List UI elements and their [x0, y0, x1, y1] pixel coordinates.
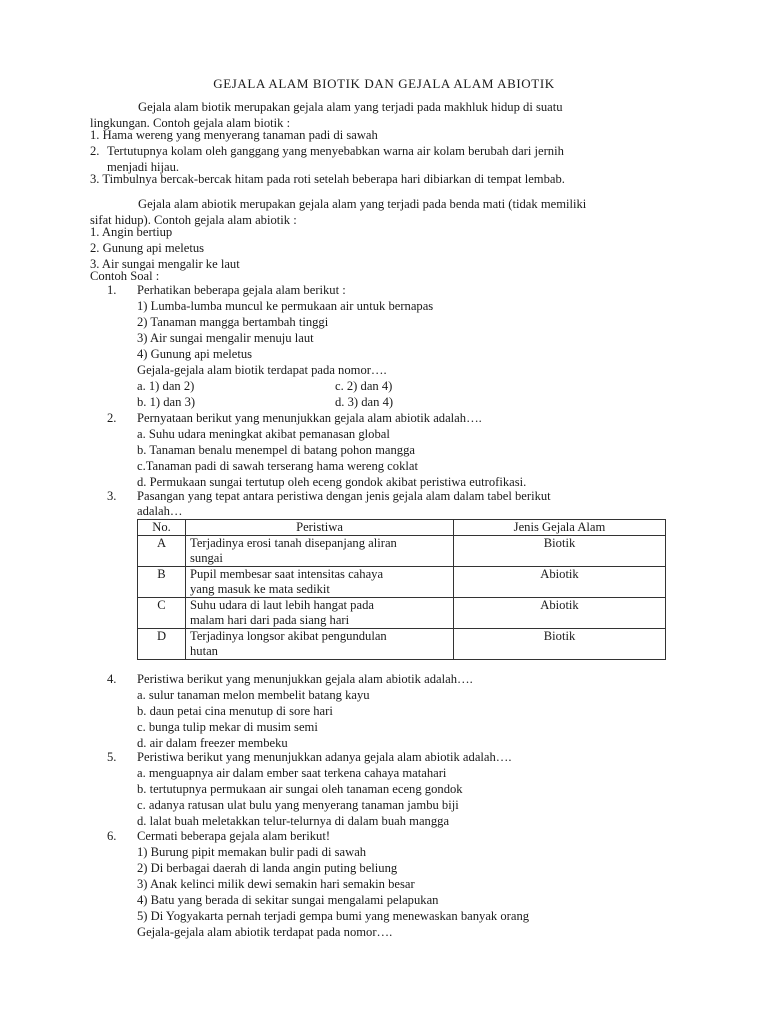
answer-option: b. tertutupnya permukaan air sungai oleh tanaman eceng gondok: [137, 782, 463, 796]
question-stem: Cermati beberapa gejala alam berikut!: [137, 829, 331, 843]
answer-option: d. air dalam freezer membeku: [137, 736, 288, 750]
abiotik-intro-line1: Gejala alam abiotik merupakan gejala alam yang terjadi pada benda mati (tidak memiliki: [138, 197, 587, 211]
question-number: 2.: [107, 411, 117, 425]
question-list-item: 1) Lumba-lumba muncul ke permukaan air untuk bernapas: [137, 299, 434, 313]
table-cell-peristiwa: Suhu udara di laut lebih hangat pada malam hari dari pada siang hari: [186, 598, 454, 629]
biotik-item: 3. Timbulnya bercak-bercak hitam pada roti setelah beberapa hari dibiarkan di tempat lembab.: [90, 172, 565, 186]
answer-option: a. sulur tanaman melon membelit batang kayu: [137, 688, 370, 702]
biotik-item: 1. Hama wereng yang menyerang tanaman padi di sawah: [90, 128, 378, 142]
table-row: [138, 567, 666, 598]
table-header: No.: [138, 520, 186, 536]
answer-option: c. adanya ratusan ulat bulu yang menyerang tanaman jambu biji: [137, 798, 459, 812]
question-list-item: 4) Gunung api meletus: [137, 347, 253, 361]
question-number: 4.: [107, 672, 117, 686]
table-header: Peristiwa: [186, 520, 454, 536]
question-stem: Pasangan yang tepat antara peristiwa dengan jenis gejala alam dalam tabel berikut: [137, 489, 551, 503]
answer-option: c. bunga tulip mekar di musim semi: [137, 720, 318, 734]
table-row: [138, 536, 666, 567]
abiotik-item: 1. Angin bertiup: [90, 225, 173, 239]
peristiwa-table: [137, 519, 666, 660]
question-list-item: 2) Tanaman mangga bertambah tinggi: [137, 315, 329, 329]
question-number: 5.: [107, 750, 117, 764]
biotik-intro-line1: Gejala alam biotik merupakan gejala alam yang terjadi pada makhluk hidup di suatu: [138, 100, 563, 114]
abiotik-intro-line2: sifat hidup). Contoh gejala alam abiotik :: [90, 213, 297, 227]
question-list-item: 1) Burung pipit memakan bulir padi di sawah: [137, 845, 367, 859]
table-cell-jenis: Abiotik: [454, 567, 666, 598]
question-list-item: 2) Di berbagai daerah di landa angin puting beliung: [137, 861, 398, 875]
question-list-item: 3) Anak kelinci milik dewi semakin hari semakin besar: [137, 877, 415, 891]
question-ask: Gejala-gejala alam abiotik terdapat pada nomor….: [137, 925, 393, 939]
table-cell-no: A: [138, 536, 186, 567]
table-cell-no: B: [138, 567, 186, 598]
biotik-item: 2. Tertutupnya kolam oleh ganggang yang menyebabkan warna air kolam berubah dari jernih menjadi hijau.: [90, 144, 564, 174]
question-stem: Peristiwa berikut yang menunjukkan gejala alam abiotik adalah….: [137, 672, 473, 686]
answer-option: b. daun petai cina menutup di sore hari: [137, 704, 333, 718]
question-stem: Peristiwa berikut yang menunjukkan adanya gejala alam abiotik adalah….: [137, 750, 512, 764]
answer-option: c. 2) dan 4): [335, 379, 393, 393]
table-cell-peristiwa: Pupil membesar saat intensitas cahaya yang masuk ke mata sedikit: [186, 567, 454, 598]
table-cell-jenis: Biotik: [454, 536, 666, 567]
question-stem-cont: adalah…: [137, 504, 183, 518]
table-cell-peristiwa: Terjadinya erosi tanah disepanjang aliran sungai: [186, 536, 454, 567]
question-list-item: 4) Batu yang berada di sekitar sungai mengalami pelapukan: [137, 893, 439, 907]
abiotik-intro: [90, 196, 678, 228]
question-list-item: 5) Di Yogyakarta pernah terjadi gempa bumi yang menewaskan banyak orang: [137, 909, 530, 923]
biotik-intro-line2: lingkungan. Contoh gejala alam biotik :: [90, 116, 291, 130]
page-title: GEJALA ALAM BIOTIK DAN GEJALA ALAM ABIOTIK: [213, 76, 555, 91]
abiotik-item: 2. Gunung api meletus: [90, 241, 205, 255]
answer-option: b. Tanaman benalu menempel di batang pohon mangga: [137, 443, 415, 457]
table-header-row: [138, 520, 666, 536]
question-number: 1.: [107, 283, 117, 297]
table-cell-no: D: [138, 629, 186, 660]
question-number: 3.: [107, 489, 117, 503]
table-header: Jenis Gejala Alam: [454, 520, 666, 536]
answer-option: a. 1) dan 2): [137, 379, 195, 393]
question-ask: Gejala-gejala alam biotik terdapat pada nomor….: [137, 363, 387, 377]
answer-option: b. 1) dan 3): [137, 395, 196, 409]
table-row: [138, 598, 666, 629]
table-row: [138, 629, 666, 660]
answer-option: d. 3) dan 4): [335, 395, 394, 409]
table-cell-jenis: Abiotik: [454, 598, 666, 629]
question-stem: Pernyataan berikut yang menunjukkan gejala alam abiotik adalah….: [137, 411, 482, 425]
answer-option: d. lalat buah meletakkan telur-telurnya di dalam buah mangga: [137, 814, 450, 828]
question-stem: Perhatikan beberapa gejala alam berikut :: [137, 283, 346, 297]
table-cell-peristiwa: Terjadinya longsor akibat pengundulan hutan: [186, 629, 454, 660]
table-cell-jenis: Biotik: [454, 629, 666, 660]
abiotik-item: 3. Air sungai mengalir ke laut: [90, 257, 240, 271]
answer-option: a. menguapnya air dalam ember saat terkena cahaya matahari: [137, 766, 447, 780]
question-number: 6.: [107, 829, 117, 843]
table-cell-no: C: [138, 598, 186, 629]
answer-option: d. Permukaan sungai tertutup oleh eceng gondok akibat peristiwa eutrofikasi.: [137, 475, 527, 489]
answer-option: a. Suhu udara meningkat akibat pemanasan global: [137, 427, 390, 441]
answer-option: c.Tanaman padi di sawah terserang hama wereng coklat: [137, 459, 418, 473]
contoh-soal-label: Contoh Soal :: [90, 269, 160, 283]
question-list-item: 3) Air sungai mengalir menuju laut: [137, 331, 314, 345]
